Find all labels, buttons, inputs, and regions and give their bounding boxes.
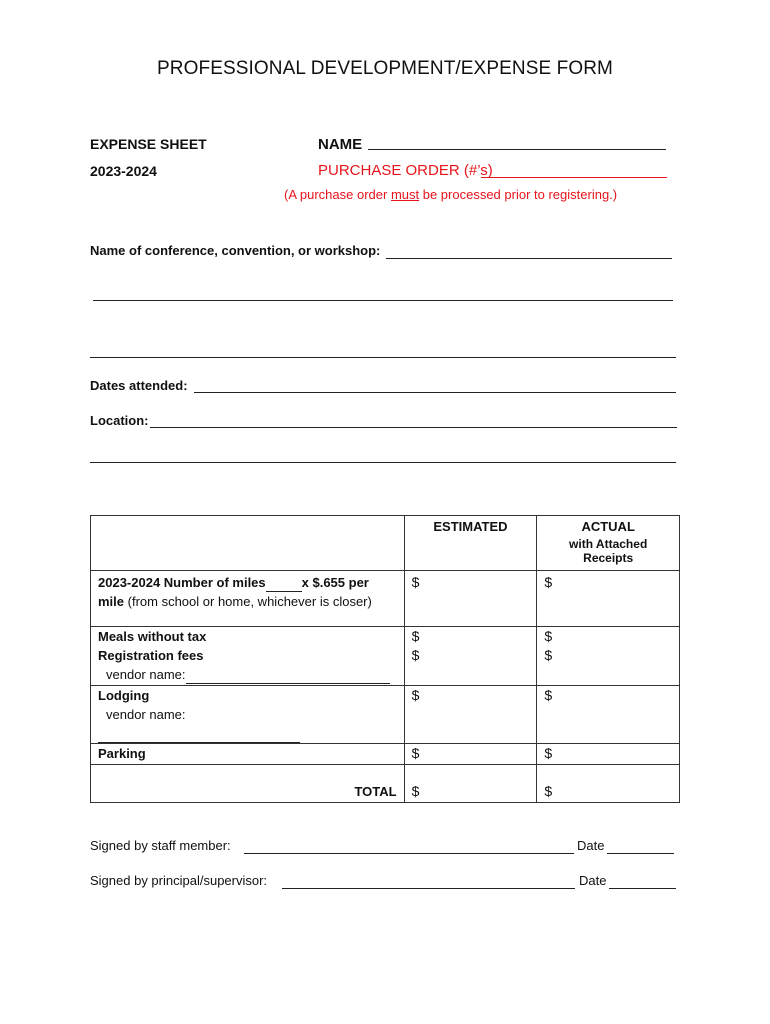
meals-registration-actual-cell[interactable]	[537, 627, 680, 686]
actual-header: ACTUAL	[581, 519, 635, 534]
meals-actual-dollar: $	[544, 628, 553, 644]
parking-actual-dollar: $	[544, 745, 553, 761]
header-actual-cell	[537, 516, 680, 571]
form-title: PROFESSIONAL DEVELOPMENT/EXPENSE FORM	[157, 58, 613, 79]
location-field-line[interactable]	[150, 427, 677, 428]
lodging-estimated-cell[interactable]	[404, 686, 537, 744]
table-row-total	[91, 765, 680, 803]
table-row-miles	[91, 571, 680, 627]
header-estimated-cell	[404, 516, 537, 571]
signed-staff-label: Signed by staff member:	[90, 838, 231, 853]
header-blank-cell	[91, 516, 405, 571]
registration-vendor-blank[interactable]	[186, 683, 390, 684]
lodging-actual-dollar: $	[544, 687, 553, 703]
lodging-vendor-blank[interactable]	[98, 730, 300, 743]
signed-principal-label: Signed by principal/supervisor:	[90, 873, 268, 888]
conference-field-line[interactable]	[386, 258, 672, 259]
dates-field-line[interactable]	[194, 392, 676, 393]
parking-estimated-dollar: $	[411, 745, 420, 761]
miles-cell	[91, 571, 405, 627]
lodging-estimated-dollar: $	[411, 687, 420, 703]
conference-label: Name of conference, convention, or workshop:	[90, 243, 381, 258]
conference-field-line-3[interactable]	[90, 357, 676, 358]
table-row-meals-registration	[91, 627, 680, 686]
actual-subheader-1: with Attached	[569, 537, 648, 551]
miles-text: 2023-2024 Number of miles x $.655 per mile (from school or home, whichever is closer)	[98, 575, 372, 609]
total-estimated-dollar: $	[411, 783, 420, 799]
meals-label: Meals without tax	[98, 629, 207, 644]
table-header-row	[91, 516, 680, 571]
miles-actual-cell[interactable]	[537, 571, 680, 627]
total-label: TOTAL	[354, 784, 397, 799]
parking-actual-cell[interactable]	[537, 744, 680, 765]
parking-estimated-cell[interactable]	[404, 744, 537, 765]
table-row-lodging	[91, 686, 680, 744]
lodging-actual-cell[interactable]	[537, 686, 680, 744]
estimated-header: ESTIMATED	[433, 519, 508, 534]
staff-signature-line[interactable]	[244, 853, 574, 854]
total-cell	[91, 765, 405, 803]
table-row-parking	[91, 744, 680, 765]
location-field-line-2[interactable]	[90, 462, 676, 463]
miles-actual-dollar: $	[544, 574, 553, 590]
principal-signature-line[interactable]	[282, 888, 575, 889]
registration-estimated-dollar: $	[411, 647, 420, 663]
purchase-order-note: (A purchase order must be processed prior to registering.)	[284, 187, 618, 202]
staff-date-line[interactable]	[607, 853, 674, 854]
total-actual-dollar: $	[544, 783, 553, 799]
meals-registration-cell	[91, 627, 405, 686]
total-estimated-cell[interactable]	[404, 765, 537, 803]
purchase-order-label: PURCHASE ORDER (#’s)	[318, 162, 493, 179]
purchase-order-field-line[interactable]	[481, 177, 667, 178]
miles-estimated-dollar: $	[411, 574, 420, 590]
parking-label: Parking	[98, 746, 146, 761]
lodging-vendor: vendor name:	[106, 707, 186, 722]
conference-field-line-2[interactable]	[93, 300, 673, 301]
lodging-label: Lodging	[98, 688, 150, 703]
registration-label: Registration fees	[98, 648, 204, 663]
miles-estimated-cell[interactable]	[404, 571, 537, 627]
expense-table	[90, 515, 680, 803]
name-field-line[interactable]	[368, 149, 666, 150]
parking-cell	[91, 744, 405, 765]
dates-label: Dates attended:	[90, 378, 188, 393]
actual-subheader-2: Receipts	[583, 551, 634, 565]
expense-sheet-label: EXPENSE SHEET	[90, 136, 207, 152]
staff-date-label: Date	[577, 838, 605, 853]
lodging-cell	[91, 686, 405, 744]
miles-blank[interactable]	[266, 591, 302, 592]
name-label: NAME	[318, 136, 363, 153]
total-actual-cell[interactable]	[537, 765, 680, 803]
principal-date-label: Date	[579, 873, 607, 888]
location-label: Location:	[90, 413, 149, 428]
principal-date-line[interactable]	[609, 888, 676, 889]
meals-registration-estimated-cell[interactable]	[404, 627, 537, 686]
registration-actual-dollar: $	[544, 647, 553, 663]
registration-vendor: vendor name:	[98, 665, 397, 684]
year-label: 2023-2024	[90, 163, 157, 179]
meals-estimated-dollar: $	[411, 628, 420, 644]
